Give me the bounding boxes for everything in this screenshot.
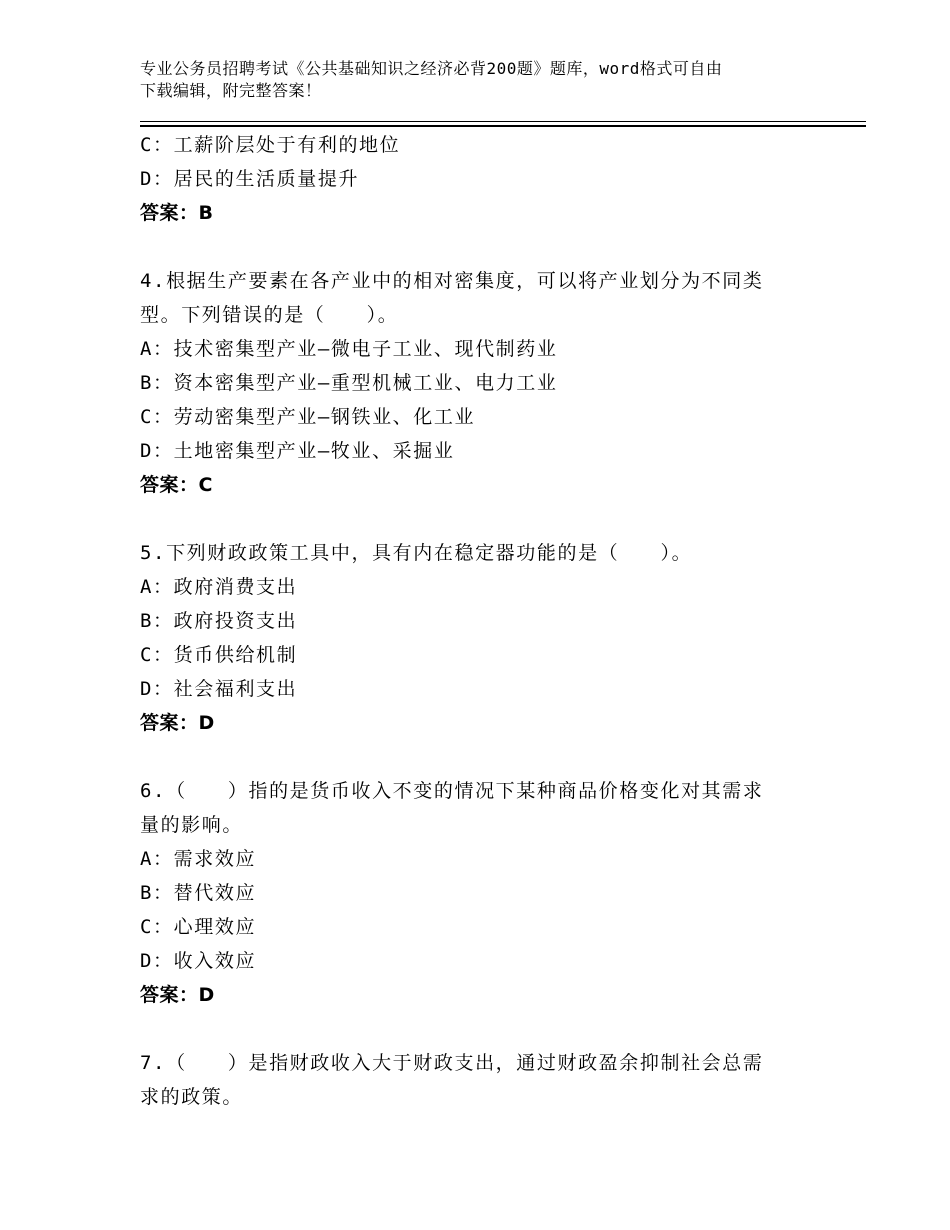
question-stem-line: 5.下列财政政策工具中，具有内在稳定器功能的是（ ）。 bbox=[140, 542, 693, 564]
option-c: C：心理效应 bbox=[140, 916, 257, 938]
question-7 bbox=[140, 1046, 810, 1114]
header-divider-thick bbox=[140, 125, 866, 127]
answer-line: 答案：D bbox=[140, 984, 215, 1006]
option-c: C：货币供给机制 bbox=[140, 644, 298, 666]
option-c: C：劳动密集型产业—钢铁业、化工业 bbox=[140, 406, 476, 428]
option-b: B：政府投资支出 bbox=[140, 610, 298, 632]
header-line-1: 专业公务员招聘考试《公共基础知识之经济必背200题》题库，word格式可自由 bbox=[140, 59, 723, 78]
question-stem-line: 6.（ ）指的是货币收入不变的情况下某种商品价格变化对其需求 bbox=[140, 780, 764, 802]
spacer bbox=[140, 740, 810, 774]
option-d: D：居民的生活质量提升 bbox=[140, 168, 360, 190]
option-d: D：土地密集型产业—牧业、采掘业 bbox=[140, 440, 455, 462]
header-line-2: 下载编辑，附完整答案！ bbox=[140, 81, 322, 100]
question-stem-line: 量的影响。 bbox=[140, 814, 244, 836]
question-stem-line: 4.根据生产要素在各产业中的相对密集度，可以将产业划分为不同类 bbox=[140, 270, 764, 292]
answer-line: 答案：C bbox=[140, 474, 213, 496]
question-stem-line: 7.（ ）是指财政收入大于财政支出，通过财政盈余抑制社会总需 bbox=[140, 1052, 764, 1074]
spacer bbox=[140, 1012, 810, 1046]
question-stem-line: 型。下列错误的是（ ）。 bbox=[140, 304, 399, 326]
page-header bbox=[140, 58, 810, 102]
option-d: D：社会福利支出 bbox=[140, 678, 298, 700]
answer-line: 答案：B bbox=[140, 202, 214, 224]
answer-line: 答案：D bbox=[140, 712, 215, 734]
question-stem-line: 求的政策。 bbox=[140, 1086, 244, 1108]
option-d: D：收入效应 bbox=[140, 950, 257, 972]
spacer bbox=[140, 502, 810, 536]
question-4 bbox=[140, 264, 810, 502]
question-list bbox=[140, 128, 810, 1114]
header-divider-thin bbox=[140, 121, 866, 122]
option-a: A：需求效应 bbox=[140, 848, 257, 870]
option-b: B：资本密集型产业—重型机械工业、电力工业 bbox=[140, 372, 558, 394]
question-6 bbox=[140, 774, 810, 1012]
option-b: B：替代效应 bbox=[140, 882, 257, 904]
spacer bbox=[140, 230, 810, 264]
question-5 bbox=[140, 536, 810, 740]
option-c: C：工薪阶层处于有利的地位 bbox=[140, 134, 401, 156]
question-3-continued bbox=[140, 128, 810, 230]
option-a: A：政府消费支出 bbox=[140, 576, 298, 598]
option-a: A：技术密集型产业—微电子工业、现代制药业 bbox=[140, 338, 558, 360]
